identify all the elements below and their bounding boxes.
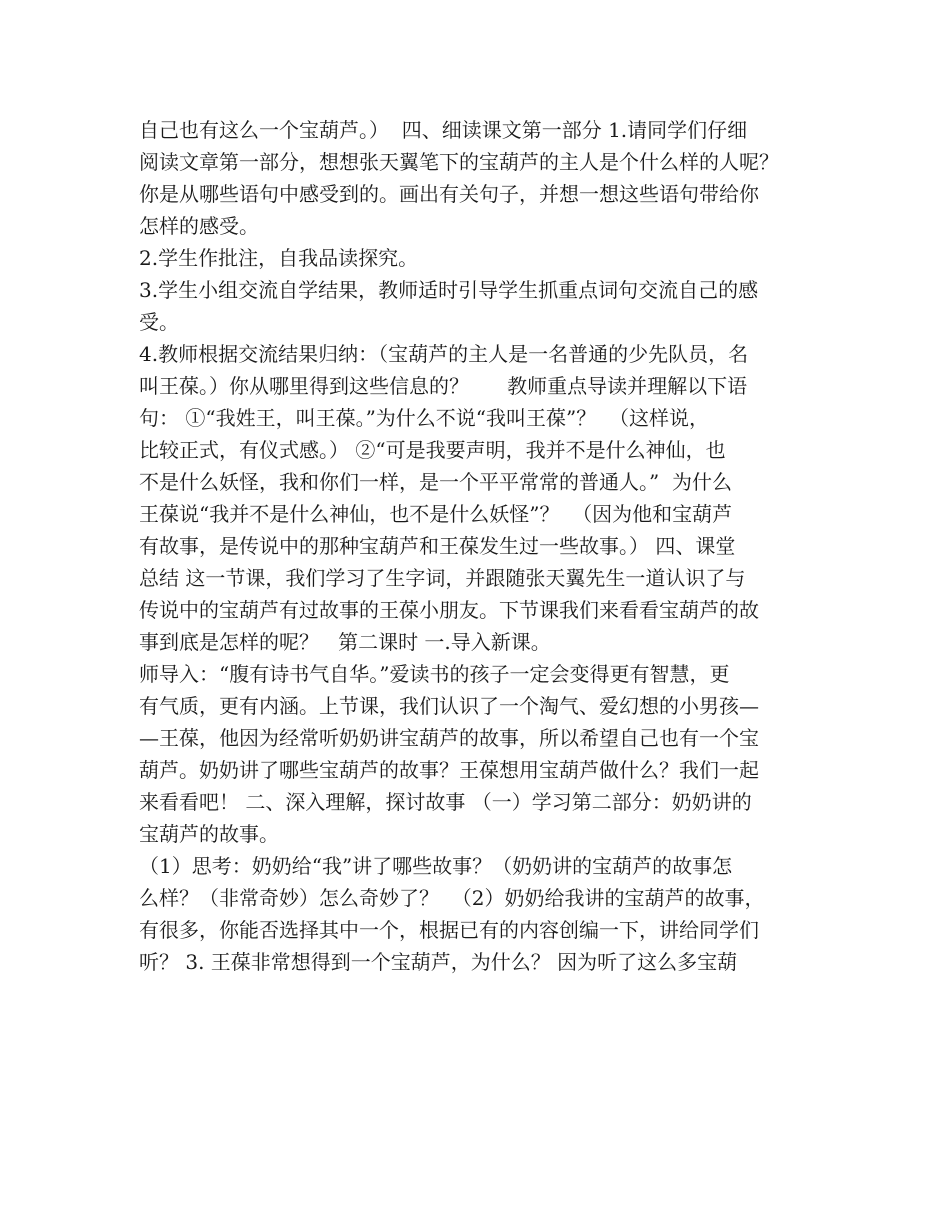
text-line: 王葆说“我并不是什么神仙，也不是什么妖怪”？ （因为他和宝葫芦 (139, 502, 733, 526)
text-line: 有气质，更有内涵。上节课，我们认识了一个淘气、爱幻想的小男孩— (139, 694, 759, 718)
text-line: 总结 这一节课，我们学习了生字词，并跟随张天翼先生一道认识了与 (139, 566, 746, 590)
text-line: 来看看吧！ 二、深入理解，探讨故事 （一）学习第二部分：奶奶讲的 (139, 790, 752, 814)
text-line: 你是从哪些语句中感受到的。画出有关句子，并想一想这些语句带给你 (139, 182, 759, 206)
text-line: 传说中的宝葫芦有过故事的王葆小朋友。下节课我们来看看宝葫芦的故 (139, 598, 759, 622)
text-line: 不是什么妖怪，我和你们一样，是一个平平常常的普通人。” 为什么 (139, 470, 732, 494)
text-line: 阅读文章第一部分，想想张天翼笔下的宝葫芦的主人是个什么样的人呢？ (139, 150, 779, 174)
text-line: 师导入：“腹有诗书气自华。”爱读书的孩子一定会变得更有智慧，更 (139, 662, 730, 686)
text-line: 自己也有这么一个宝葫芦。） 四、细读课文第一部分 1.请同学们仔细 (139, 118, 748, 142)
text-line: （1）思考：奶奶给“我”讲了哪些故事？（奶奶讲的宝葫芦的故事怎 (139, 854, 733, 878)
text-line: 么样？（非常奇妙）怎么奇妙了？ （2）奶奶给我讲的宝葫芦的故事， (139, 886, 765, 910)
text-line: 3.学生小组交流自学结果，教师适时引导学生抓重点词句交流自己的感 (139, 278, 759, 302)
text-line: 叫王葆。）你从哪里得到这些信息的？ 教师重点导读并理解以下语 (139, 374, 748, 398)
text-line: —王葆，他因为经常听奶奶讲宝葫芦的故事，所以希望自己也有一个宝 (139, 726, 759, 750)
document-body (139, 114, 819, 978)
text-line: 句： ①“我姓王，叫王葆。”为什么不说“我叫王葆”？ （这样说， (139, 406, 709, 430)
text-line: 怎样的感受。 (139, 214, 259, 238)
text-line: 事到底是怎样的呢？ 第二课时 一.导入新课。 (139, 630, 551, 654)
text-line: 听？ 3. 王葆非常想得到一个宝葫芦，为什么？ 因为听了这么多宝葫 (139, 950, 738, 974)
text-line: 比较正式，有仪式感。） ②“可是我要声明，我并不是什么神仙，也 (139, 438, 726, 462)
text-line: 4.教师根据交流结果归纳：（宝葫芦的主人是一名普通的少先队员，名 (139, 342, 749, 366)
text-line: 宝葫芦的故事。 (139, 822, 279, 846)
text-line: 受。 (139, 310, 179, 334)
text-line: 葫芦。奶奶讲了哪些宝葫芦的故事？王葆想用宝葫芦做什么？我们一起 (139, 758, 759, 782)
text-line: 有故事，是传说中的那种宝葫芦和王葆发生过一些故事。） 四、课堂 (139, 534, 736, 558)
text-line: 有很多，你能否选择其中一个，根据已有的内容创编一下，讲给同学们 (139, 918, 759, 942)
text-line: 2.学生作批注，自我品读探究。 (139, 246, 419, 270)
